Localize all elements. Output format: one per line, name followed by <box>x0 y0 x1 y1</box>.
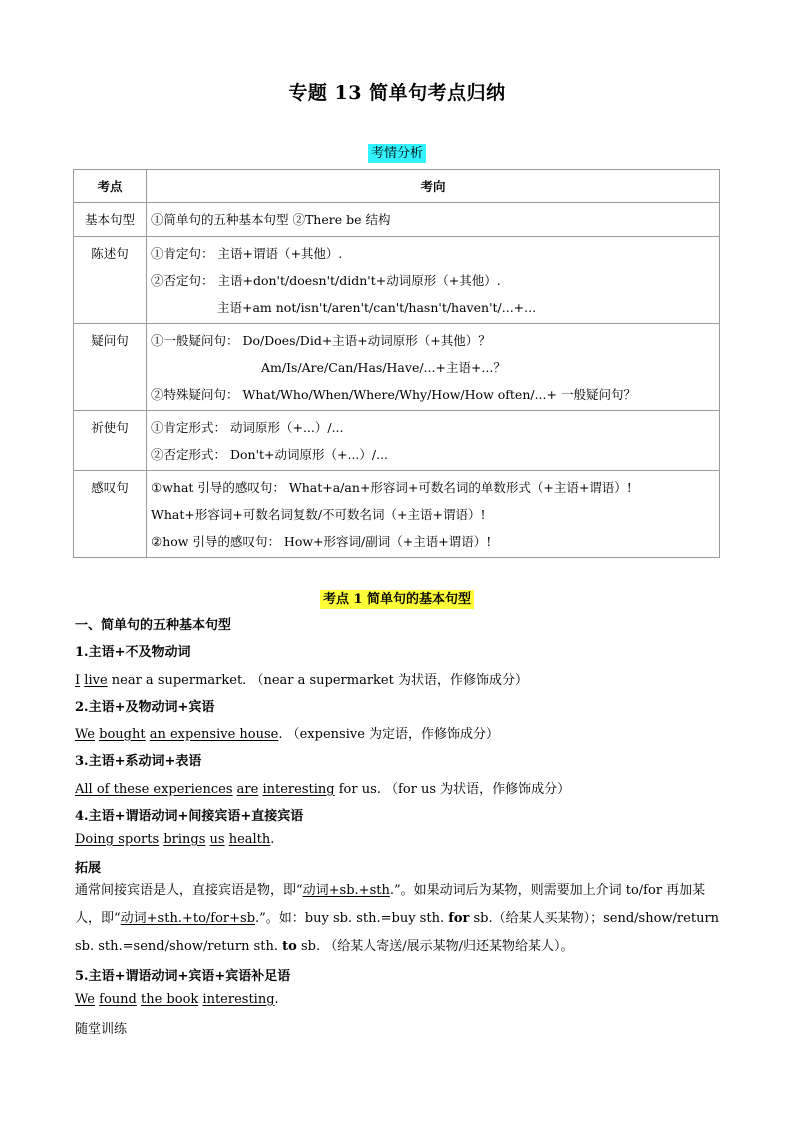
section1-label: 考点 1 简单句的基本句型 <box>320 590 474 609</box>
table-line: ②否定形式： Don't+动词原形（+...）/... <box>151 447 389 462</box>
preposition-for: for <box>448 911 470 926</box>
example-subject: We <box>75 727 95 742</box>
table-row <box>74 237 720 324</box>
table-topic: 祈使句 <box>91 420 129 435</box>
analysis-label: 考情分析 <box>368 144 426 163</box>
example-verb: bought <box>99 727 146 742</box>
table-line: ②否定句： 主语+don't/doesn't/didn't+动词原形（+其他）. <box>151 273 501 288</box>
example-direct-object: health <box>228 832 271 847</box>
extension-paragraph: 通常间接宾语是人，直接宾语是物，即“动词+sb.+sth.”。如果动词后为某物，则需要加上介词 to/for 再加某人，即“动词+sth.+to/for+sb.”。如：buy sb. sth.=buy sth. for sb.（给某人买某物）；send/show/return sb. sth.=send/show/return sth. to sb. （给某人寄送/展示某物/归还某物给某人）。 <box>75 883 720 954</box>
table-row <box>74 324 720 411</box>
pattern3-heading: 3.主语+系动词+表语 <box>75 754 202 769</box>
table-topic: 疑问句 <box>91 333 129 348</box>
table-line: ②how 引导的感叹句： How+形容词/副词（+主语+谓语）! <box>151 534 492 549</box>
table-topic: 陈述句 <box>91 246 129 261</box>
pattern1-example <box>75 669 528 688</box>
analysis-table <box>73 169 720 558</box>
table-line: 主语+am not/isn't/aren't/can't/hasn't/haven't/...+... <box>217 300 537 315</box>
table-topic: 感叹句 <box>91 480 129 495</box>
preposition-to: to <box>282 939 297 954</box>
table-line: ①肯定句： 主语+谓语（+其他）. <box>151 246 343 261</box>
table-line: ①what 引导的感叹句： What+a/an+形容词+可数名词的单数形式（+主语+谓语）! <box>151 480 632 495</box>
pattern5-example <box>75 992 279 1007</box>
example-subject: All of these experiences <box>75 782 233 797</box>
example-complement: interesting <box>202 992 275 1007</box>
table-line: ①简单句的五种基本句型 ②There be 结构 <box>151 212 391 227</box>
pattern-formula-2: 动词+sth.+to/for+sb <box>120 911 256 926</box>
part1-heading: 一、简单句的五种基本句型 <box>75 618 232 633</box>
table-row <box>74 471 720 558</box>
example-subject: We <box>75 992 95 1007</box>
table-header-direction: 考向 <box>147 170 720 203</box>
practice-heading: 随堂训练 <box>75 1022 128 1037</box>
pattern3-example <box>75 778 570 797</box>
pattern-formula-1: 动词+sb.+sth <box>302 883 390 898</box>
table-line: What+形容词+可数名词复数/不可数名词（+主语+谓语）! <box>151 507 486 522</box>
example-object: the book <box>141 992 199 1007</box>
section1-label-wrap <box>0 588 794 607</box>
example-object: an expensive house <box>149 727 279 742</box>
table-row <box>74 411 720 471</box>
analysis-label-wrap <box>0 142 794 161</box>
pattern1-heading: 1.主语+不及物动词 <box>75 645 191 660</box>
example-indirect-object: us <box>209 832 225 847</box>
pattern5-heading: 5.主语+谓语动词+宾语+宾语补足语 <box>75 969 291 984</box>
example-rest: . <box>270 832 275 847</box>
table-line: Am/Is/Are/Can/Has/Have/...+主语+...？ <box>261 360 506 375</box>
example-rest: near a supermarket. （near a supermarket 为状语，作修饰成分） <box>107 673 528 688</box>
pattern4-heading: 4.主语+谓语动词+间接宾语+直接宾语 <box>75 809 304 824</box>
table-line: ①一般疑问句： Do/Does/Did+主语+动词原形（+其他）？ <box>151 333 491 348</box>
example-verb: live <box>84 673 108 688</box>
page-title: 专题 13 简单句考点归纳 <box>288 82 506 104</box>
example-predicative: interesting <box>262 782 335 797</box>
table-row <box>74 203 720 237</box>
table-line: ②特殊疑问句： What/Who/When/Where/Why/How/How often/...+ 一般疑问句？ <box>151 387 636 402</box>
example-rest: . <box>274 992 279 1007</box>
example-subject: Doing sports <box>75 832 160 847</box>
example-linking-verb: are <box>236 782 259 797</box>
table-header-topic: 考点 <box>74 170 147 203</box>
pattern4-example <box>75 832 274 847</box>
extension-heading: 拓展 <box>75 861 102 876</box>
example-subject: I <box>75 673 81 688</box>
example-rest: for us. （for us 为状语，作修饰成分） <box>334 782 571 797</box>
table-header-row <box>74 170 720 203</box>
example-rest: . （expensive 为定语，作修饰成分） <box>278 727 500 742</box>
table-topic: 基本句型 <box>84 212 135 227</box>
pattern2-example <box>75 723 499 742</box>
example-verb: found <box>99 992 137 1007</box>
example-verb: brings <box>163 832 206 847</box>
pattern2-heading: 2.主语+及物动词+宾语 <box>75 700 215 715</box>
table-line: ①肯定形式： 动词原形（+...）/... <box>151 420 344 435</box>
